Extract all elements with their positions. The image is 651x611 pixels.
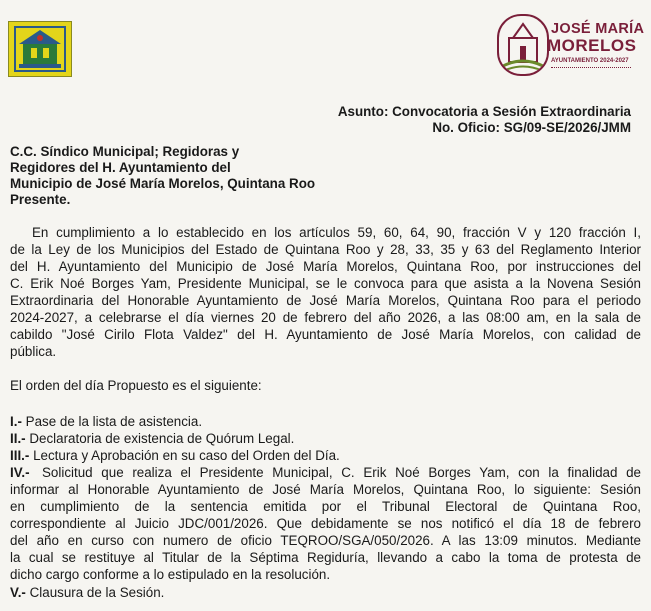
addressee-line: Presente. — [10, 192, 71, 207]
agenda-item-text: Pase de la lista de asistencia. — [25, 414, 203, 429]
agenda-item-number-label: IV.- — [10, 465, 30, 480]
body-line: Extraordinaria del Honorable Ayuntamiento de José María Morelos, Quintana Roo para el periodo — [10, 293, 641, 308]
body-line: 2024-2027, a celebrarse el día viernes 20 de febrero del año 2026, a las 08:00 am, en la sala de — [10, 310, 641, 325]
ayuntamiento-logo — [497, 14, 647, 80]
logo-line-2: MORELOS — [547, 36, 637, 55]
agenda-item-number: I.- — [10, 414, 22, 429]
addressee-line: Regidores del H. Ayuntamiento del — [10, 160, 231, 175]
agenda-item-text: informar al Honorable Ayuntamiento de José María Morelos, Quintana Roo, lo siguiente: Sesión — [10, 482, 641, 497]
agenda-item — [10, 585, 164, 601]
agenda-item-text: dicho cargo conforme a lo estipulado en la resolución. — [10, 567, 331, 582]
agenda-item-text: Solicitud que realiza el Presidente Municipal, C. Erik Noé Borges Yam, con la finalidad de — [42, 465, 641, 480]
agenda-item-text: Declaratoria de existencia de Quórum Legal. — [29, 431, 295, 446]
church-emblem-icon — [497, 14, 549, 76]
body-line: cabildo "José Cirilo Flota Valdez" del H. Ayuntamiento de José María Morelos, con calidad de — [10, 327, 641, 342]
body-line: de la Ley de los Municipios del Estado de Quintana Roo y 28, 33, 35 y 63 del Reglamento Interior — [10, 242, 641, 257]
agenda-intro: El orden del día Propuesto es el siguiente: — [10, 378, 262, 393]
agenda-item — [10, 431, 294, 447]
logo-line-1: JOSÉ MARÍA — [551, 21, 645, 37]
logo-divider — [551, 67, 631, 71]
agenda-item-number: II.- — [10, 431, 26, 446]
logo-line-3: AYUNTAMIENTO 2024-2027 — [551, 58, 629, 64]
agenda-item-text: Lectura y Aprobación en su caso del Orden del Día. — [33, 448, 340, 463]
agenda-item-number: V.- — [10, 585, 26, 600]
agenda-item-text: correspondiente al Juicio JDC/001/2026. Que debidamente se nos notificó el día 18 de febrero — [10, 516, 641, 531]
addressee-line: C.C. Síndico Municipal; Regidoras y — [10, 144, 240, 159]
body-line: C. Erik Noé Borges Yam, Presidente Municipal, se le convoca para que asista a la Novena Sesión — [10, 276, 641, 291]
agenda-item-text: en cumplimiento de la sentencia emitida por el Tribunal Electoral de Quintana Roo, — [10, 499, 641, 514]
agenda-item-number — [10, 465, 30, 481]
body-line: pública. — [10, 344, 57, 359]
agenda-item — [10, 414, 202, 430]
body-line: En cumplimiento a lo establecido en los artículos 59, 60, 64, 90, fracción V y 120 fracción I, — [32, 225, 641, 240]
subject-oficio: No. Oficio: SG/09-SE/2026/JMM — [432, 120, 631, 135]
addressee-line: Municipio de José María Morelos, Quintana Roo — [10, 176, 316, 191]
agenda-item-text: Clausura de la Sesión. — [29, 585, 165, 600]
agenda-item-text: la cual se restituye al Titular de la Séptima Regiduría, llevando a cabo la toma de protesta de — [10, 550, 641, 565]
body-line: del H. Ayuntamiento del Municipio de José María Morelos, Quintana Roo, por instrucciones del — [10, 259, 641, 274]
agenda-item-number: III.- — [10, 448, 30, 463]
agenda-item — [10, 448, 340, 464]
agenda-item-text: del año en curso con numero de oficio TEQROO/SGA/050/2026. A las 13:09 minutos. Mediante — [10, 533, 641, 548]
subject-asunto: Asunto: Convocatoria a Sesión Extraordinaria — [337, 104, 631, 119]
municipal-emblem-logo — [8, 21, 72, 77]
